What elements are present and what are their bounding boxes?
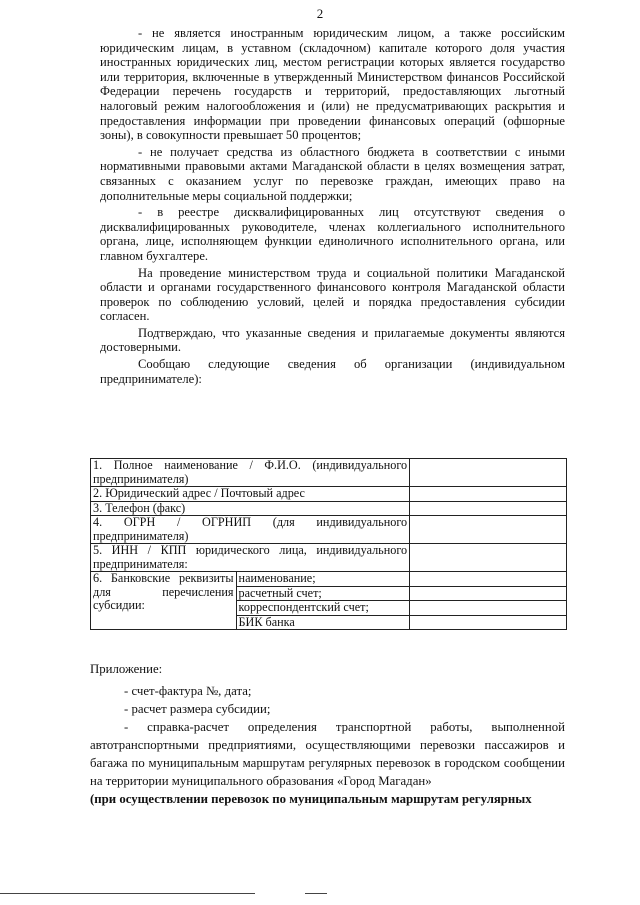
appendix-item-subsidy-calc: - расчет размера субсидии; [124,702,271,716]
table-row [91,544,567,572]
row-value-inn-kpp [410,544,567,572]
row-label-address: 2. Юридический адрес / Почтовый адрес [91,487,410,502]
appendix-section [90,660,565,808]
paragraph-confirmation: Подтверждаю, что указанные сведения и прилагаемые документы являются достоверными. [100,325,565,355]
footer-divider-right [305,893,327,894]
page-number: 2 [316,6,324,21]
bank-sub-corr-account: корреспондентский счет; [236,601,410,616]
row-label-phone: 3. Телефон (факс) [91,501,410,516]
paragraph-org-info-intro: Сообщаю следующие сведения об организации (индивидуальном предпринимателе): [100,357,565,386]
row-label-bank-details: 6. Банковские реквизиты для перечисления субсидии: [91,572,237,630]
paragraph-not-foreign-entity: - не является иностранным юридическим лицом, а также российским юридическим лицам, в уставном (складочном) капитале которого доля участия иностранных юридических лиц, местом регистрации которых является государство или территория, включенные в утвержденный Министерством финансов Российской Федерации перечень государств и территорий, предоставляющих льготный налоговый режим налогообложения и (или) не предусматривающих раскрытия и предоставления информации при проведении финансовых операций (офшорные зоны), в совокупности превышает 50 процентов; [100,26,565,143]
row-value-address [410,487,567,502]
bank-value-account [410,586,567,601]
table-row [91,501,567,516]
appendix-bold-tail: (при осуществлении перевозок по муниципальным маршрутам регулярных [90,792,532,806]
row-label-inn-kpp: 5. ИНН / КПП юридического лица, индивидуального предпринимателя: [91,544,410,572]
appendix-item-invoice: - счет-фактура №, дата; [124,684,252,698]
row-label-full-name: 1. Полное наименование / Ф.И.О. (индивидуального предпринимателя) [91,459,410,487]
organization-info-table [90,458,567,630]
table-row [91,459,567,487]
bank-value-bik [410,615,567,630]
table-row [91,572,567,587]
bank-sub-name: наименование; [236,572,410,587]
bank-value-name [410,572,567,587]
row-value-full-name [410,459,567,487]
table-row [91,487,567,502]
paragraph-disqualification-registry: - в реестре дисквалифицированных лиц отсутствуют сведения о дисквалифицированных руководителе, членах коллегиального исполнительного органа, лице, исполняющем функции единоличного исполнительного органа, или главном бухгалтере. [100,205,565,263]
appendix-heading: Приложение: [90,662,163,676]
row-label-ogrn: 4. ОГРН / ОГРНИП (для индивидуального предпринимателя) [91,516,410,544]
bank-value-corr-account [410,601,567,616]
table-row [91,516,567,544]
bank-sub-account: расчетный счет; [236,586,410,601]
footer-divider-left [0,893,255,894]
paragraph-inspection-consent: На проведение министерством труда и социальной политики Магаданской области и органами государственного финансового контроля Магаданской области проверок по соблюдению условий, целей и порядка предоставления субсидии согласен. [100,265,565,324]
appendix-item-transport-report: - справка-расчет определения транспортной работы, выполненной автотранспортными предприятиями, осуществляющими перевозки пассажиров и багажа по муниципальным маршрутам регулярных перевозок в городском сообщении на территории муниципального образования «Город Магадан» [90,720,565,788]
bank-sub-bik: БИК банка [236,615,410,630]
document-body [100,26,565,386]
paragraph-no-budget-funds: - не получает средства из областного бюджета в соответствии с иными нормативными правовыми актами Магаданской области в целях возмещения затрат, связанных с оказанием услуг по перевозке граждан, имеющих право на дополнительные меры социальной поддержки; [100,144,565,203]
row-value-ogrn [410,516,567,544]
row-value-phone [410,501,567,516]
